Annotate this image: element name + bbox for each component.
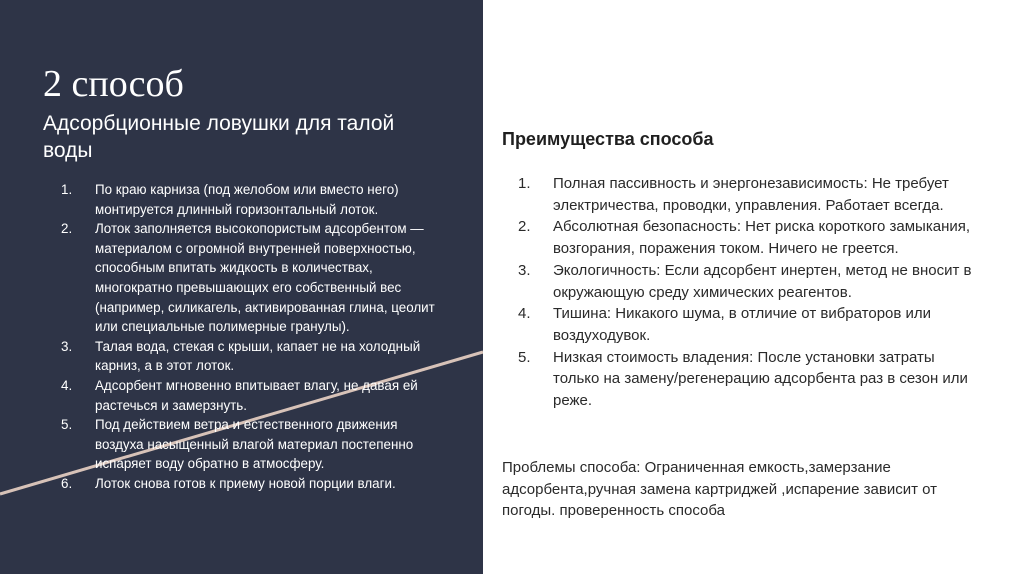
list-item [55, 180, 435, 219]
list-item-number: 6. [61, 475, 73, 491]
advantages-list [510, 173, 980, 412]
list-item-number: 2. [61, 221, 73, 237]
list-item-text: Под действием ветра и естественного движения воздуха насыщенный влагой материал постепенно испаряет воду обратно в атмосферу. [95, 417, 414, 472]
list-item [510, 260, 980, 303]
list-item-number: 4. [518, 305, 531, 323]
list-item-text: По краю карниза (под желобом или вместо него) монтируется длинный горизонтальный лоток. [95, 182, 399, 217]
list-item-number: 2. [518, 218, 531, 236]
left-panel [0, 0, 483, 574]
list-item-text: Абсолютная безопасность: Нет риска короткого замыкания, возгорания, поражения током. Ничего не греется. [553, 218, 971, 258]
list-item-number: 1. [61, 182, 73, 197]
list-item [510, 347, 980, 412]
list-item [55, 219, 435, 337]
list-item-number: 5. [518, 348, 531, 366]
steps-list [55, 180, 435, 494]
list-item-text: Лоток заполняется высокопористым адсорбентом — материалом с огромной внутренней поверхностью, способным впитать жидкость в количествах, многократно превышающих его собственный вес (например, силикагель, активированная глина, цеолит или специальные полимерные гранулы). [95, 221, 435, 335]
problems-paragraph: Проблемы способа: Ограниченная емкость,замерзание адсорбента,ручная замена картриджей ,испарение зависит от погоды. проверенность способа [502, 459, 938, 520]
list-item-number: 5. [61, 417, 73, 433]
list-item-number: 1. [518, 175, 531, 192]
slide-title: 2 способ [43, 63, 184, 105]
list-item-number: 4. [61, 377, 73, 393]
list-item-text: Полная пассивность и энергонезависимость: Не требует электричества, проводки, управления. Работает всегда. [553, 175, 949, 214]
list-item [55, 337, 435, 376]
list-item-number: 3. [61, 338, 73, 354]
list-item [510, 216, 980, 259]
list-item-number: 3. [518, 261, 531, 279]
list-item-text: Тишина: Никакого шума, в отличие от вибраторов или воздуходувок. [553, 305, 932, 344]
list-item [55, 376, 435, 415]
list-item-text: Талая вода, стекая с крыши, капает не на холодный карниз, а в этот лоток. [95, 338, 421, 374]
advantages-heading: Преимущества способа [502, 129, 714, 149]
list-item-text: Адсорбент мгновенно впитывает влагу, не давая ей растечься и замерзнуть. [95, 377, 418, 413]
list-item [55, 474, 435, 494]
list-item-text: Экологичность: Если адсорбент инертен, метод не вносит в окружающую среду химических реагентов. [553, 261, 972, 301]
list-item-text: Низкая стоимость владения: После установки затраты только на замену/регенерацию адсорбента раз в сезон или реже. [553, 348, 968, 410]
list-item [510, 303, 980, 346]
list-item-text: Лоток снова готов к приему новой порции влаги. [95, 475, 396, 491]
list-item [55, 415, 435, 474]
slide-subtitle: Адсорбционные ловушки для талой воды [43, 112, 395, 162]
list-item [510, 173, 980, 216]
